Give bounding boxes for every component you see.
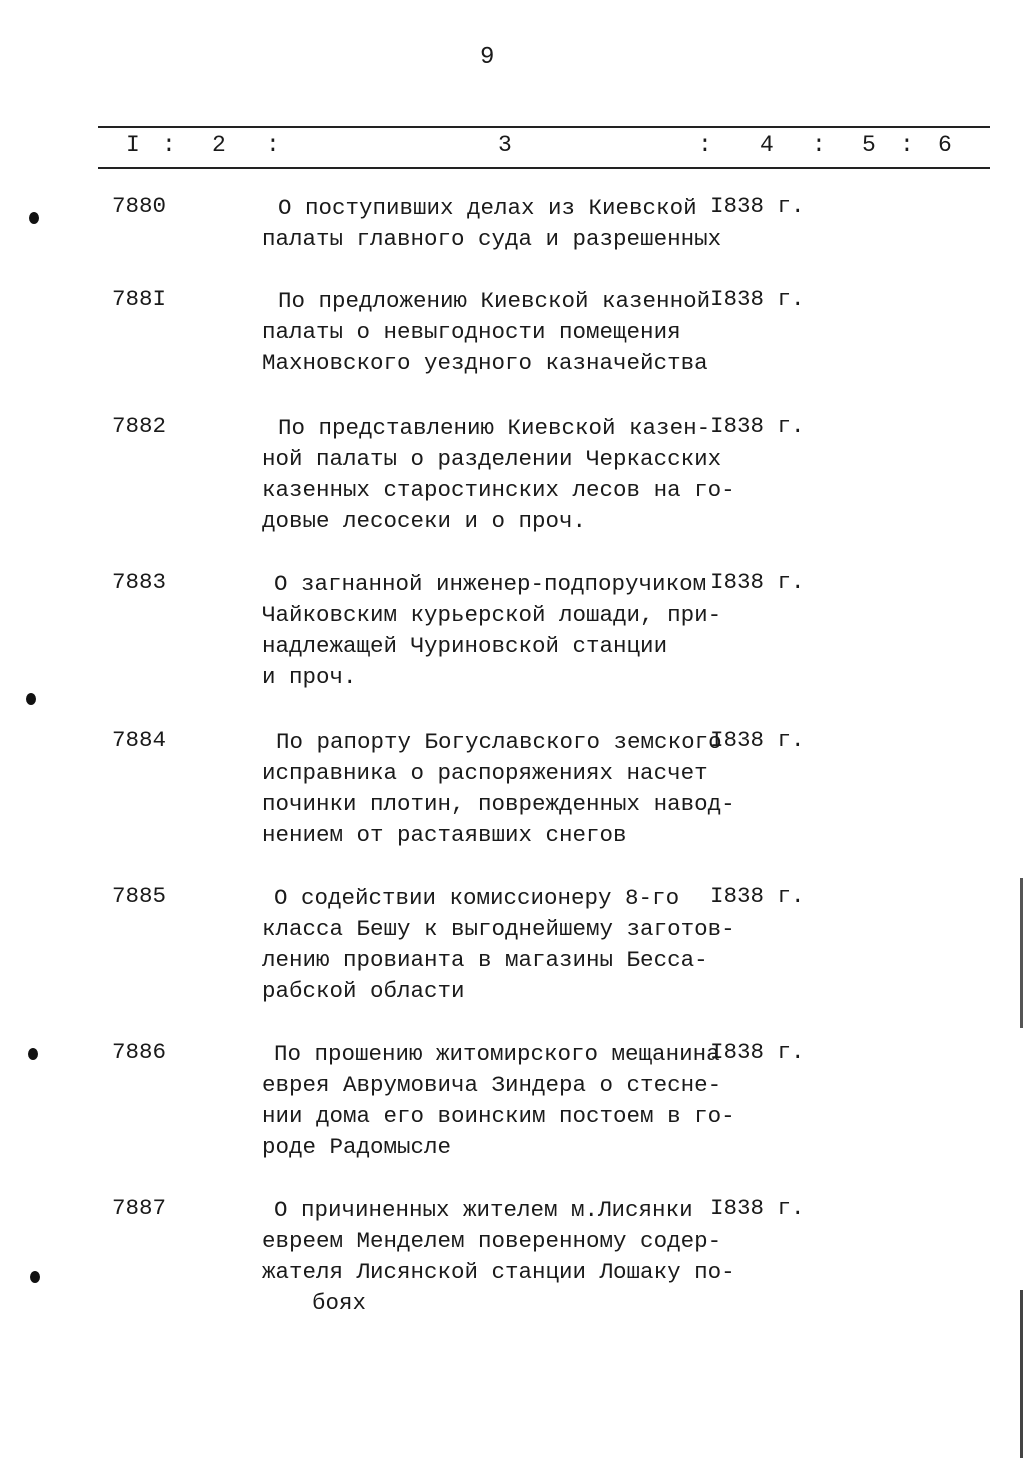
- record-year: I838 г.: [710, 286, 805, 312]
- scan-edge-mark: [1020, 878, 1023, 1028]
- record-title-line: жателя Лисянской станции Лошаку по-: [262, 1259, 735, 1285]
- record-number: 7884: [112, 727, 167, 753]
- record-title-line: класса Бешу к выгоднейшему заготов-: [262, 916, 735, 942]
- record-title: [262, 193, 722, 255]
- header-separator: :: [266, 132, 280, 158]
- record-title-line: лению провианта в магазины Бесса-: [262, 947, 708, 973]
- record-title-line: палаты о невыгодности помещения: [262, 319, 681, 345]
- record-title-line: Чайковским курьерской лошади, при-: [262, 602, 722, 628]
- record-title-line: евреем Менделем поверенному содер-: [262, 1228, 722, 1254]
- record-title-line: О причиненных жителем м.Лисянки: [274, 1197, 693, 1223]
- header-top-rule: [98, 126, 990, 128]
- record-title-line: еврея Аврумовича Зиндера о стесне-: [262, 1072, 722, 1098]
- record-title-line: нением от растаявших снегов: [262, 822, 627, 848]
- punch-hole-mark: [30, 1271, 40, 1283]
- record-title-line: О загнанной инженер-подпоручиком: [274, 571, 707, 597]
- record-title: [262, 1195, 735, 1319]
- record-title: [262, 727, 735, 851]
- record-title-line: ной палаты о разделении Черкасских: [262, 446, 722, 472]
- header-col-1: I: [126, 132, 140, 158]
- record-title-line: починки плотин, поврежденных навод-: [262, 791, 735, 817]
- header-separator: :: [162, 132, 176, 158]
- record-title-line: надлежащей Чуриновской станции: [262, 633, 668, 659]
- header-col-5: 5: [862, 132, 876, 158]
- header-col-3: 3: [498, 132, 512, 158]
- record-title-line: исправника о распоряжениях насчет: [262, 760, 708, 786]
- record-year: I838 г.: [710, 193, 805, 219]
- record-year: I838 г.: [710, 569, 805, 595]
- record-title-line: боях: [312, 1290, 367, 1316]
- record-title-line: По представлению Киевской казен-: [278, 415, 711, 441]
- header-col-6: 6: [938, 132, 952, 158]
- punch-hole-mark: [28, 1048, 38, 1060]
- punch-hole-mark: [26, 693, 36, 705]
- record-year: I838 г.: [710, 413, 805, 439]
- record-year: I838 г.: [710, 1039, 805, 1065]
- record-title-line: казенных старостинских лесов на го-: [262, 477, 735, 503]
- record-title-line: и проч.: [262, 664, 357, 690]
- record-year: I838 г.: [710, 727, 805, 753]
- record-title-line: О содействии комиссионеру 8-го: [274, 885, 680, 911]
- record-title-line: нии дома его воинским постоем в го-: [262, 1103, 735, 1129]
- header-col-2: 2: [212, 132, 226, 158]
- record-title-line: По предложению Киевской казенной: [278, 288, 711, 314]
- column-header-row: [0, 132, 1024, 162]
- record-number: 788I: [112, 286, 167, 312]
- record-number: 7883: [112, 569, 167, 595]
- record-title-line: рабской области: [262, 978, 465, 1004]
- scan-edge-mark: [1020, 1290, 1023, 1458]
- record-title: [262, 1039, 735, 1163]
- record-title: [262, 569, 722, 693]
- record-title-line: довые лесосеки и о проч.: [262, 508, 587, 534]
- header-bottom-rule: [98, 167, 990, 169]
- punch-hole-mark: [29, 212, 39, 224]
- record-number: 7880: [112, 193, 167, 219]
- record-number: 7887: [112, 1195, 167, 1221]
- header-separator: :: [812, 132, 826, 158]
- record-title: [262, 413, 735, 537]
- record-title-line: палаты главного суда и разрешенных: [262, 226, 722, 252]
- header-col-4: 4: [760, 132, 774, 158]
- page-number: 9: [480, 44, 495, 71]
- record-year: I838 г.: [710, 1195, 805, 1221]
- record-year: I838 г.: [710, 883, 805, 909]
- record-title-line: Махновского уездного казначейства: [262, 350, 708, 376]
- record-title-line: По рапорту Богуславского земского: [276, 729, 722, 755]
- record-number: 7885: [112, 883, 167, 909]
- record-number: 7886: [112, 1039, 167, 1065]
- record-title-line: По прошению житомирского мещанина: [274, 1041, 720, 1067]
- record-title: [262, 286, 712, 379]
- record-title-line: О поступивших делах из Киевской: [278, 195, 697, 221]
- header-separator: :: [900, 132, 914, 158]
- header-separator: :: [698, 132, 712, 158]
- record-title: [262, 883, 735, 1007]
- record-number: 7882: [112, 413, 167, 439]
- record-title-line: роде Радомысле: [262, 1134, 452, 1160]
